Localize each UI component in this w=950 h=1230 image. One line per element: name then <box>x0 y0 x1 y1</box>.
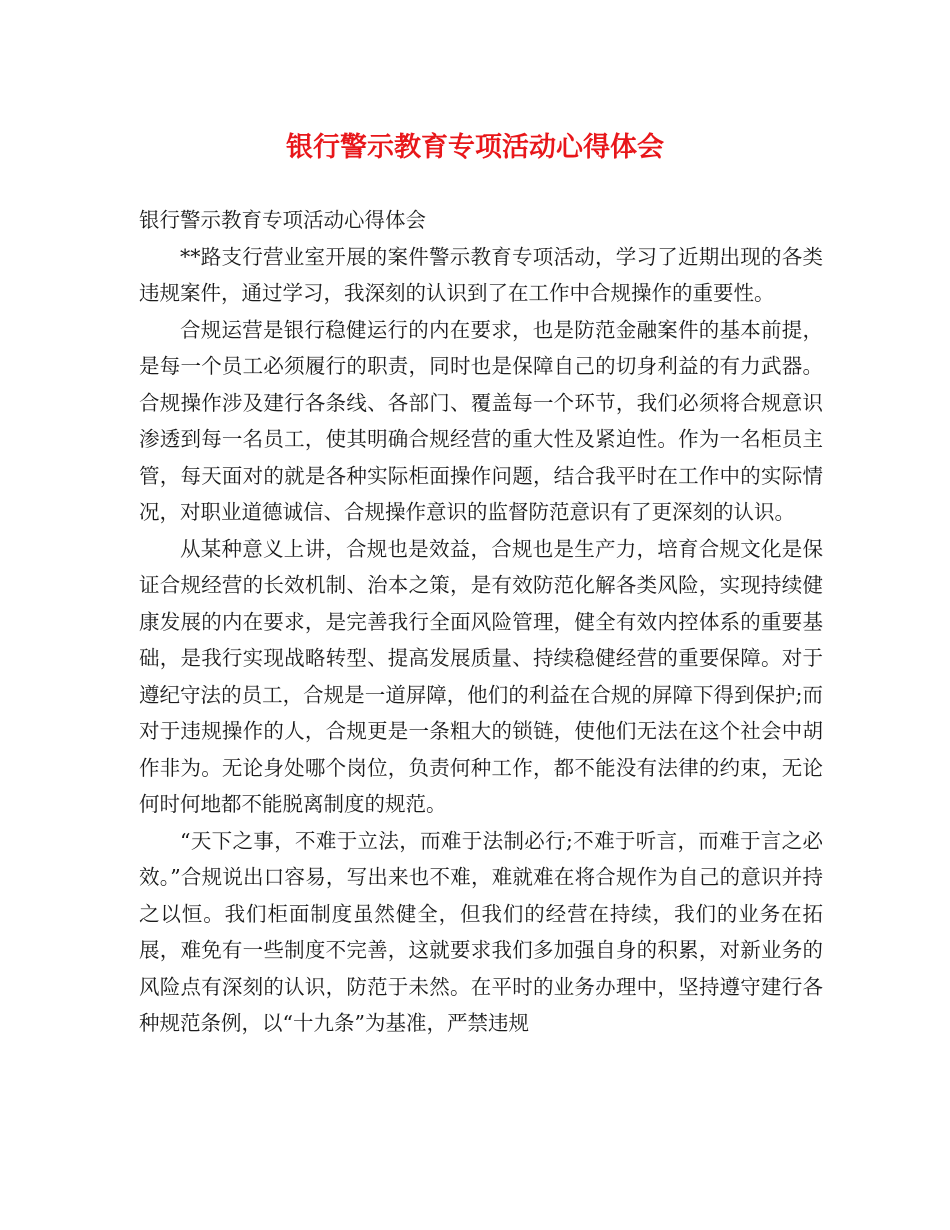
paragraph-compliance-culture: 从某种意义上讲，合规也是效益，合规也是生产力，培育合规文化是保证合规经营的长效机制、治本之策，是有效防范化解各类风险，实现持续健康发展的内在要求，是完善我行全面风险管理，健全有效内控体系的重要基础，是我行实现战略转型、提高发展质量、持续稳健经营的重要保障。对于遵纪守法的员工，合规是一道屏障，他们的利益在合规的屏障下得到保护;而对于违规操作的人，合规更是一条粗大的锁链，使他们无法在这个社会中胡作非为。无论身处哪个岗位，负责何种工作，都不能没有法律的约束，无论何时何地都不能脱离制度的规范。 <box>139 536 823 816</box>
paragraph-compliance-operation: 合规运营是银行稳健运行的内在要求，也是防范金融案件的基本前提，是每一个员工必须履行的职责，同时也是保障自己的切身利益的有力武器。合规操作涉及建行各条线、各部门、覆盖每一个环节，我们必须将合规意识渗透到每一名员工，使其明确合规经营的重大性及紧迫性。作为一名柜员主管，每天面对的就是各种实际柜面操作问题，结合我平时在工作中的实际情况，对职业道德诚信、合规操作意识的监督防范意识有了更深刻的认识。 <box>139 317 823 524</box>
paragraph-intro: **路支行营业室开展的案件警示教育专项活动，学习了近期出现的各类违规案件，通过学习，我深刻的认识到了在工作中合规操作的重要性。 <box>139 244 823 305</box>
document-subtitle: 银行警示教育专项活动心得体会 <box>139 208 426 232</box>
document-title: 银行警示教育专项活动心得体会 <box>286 132 664 163</box>
document-body <box>139 202 823 1042</box>
paragraph-quote: “天下之事，不难于立法，而难于法制必行;不难于听言，而难于言之必效。”合规说出口容易，写出来也不难，难就难在将合规作为自己的意识并持之以恒。我们柜面制度虽然健全，但我们的经营在持续，我们的业务在拓展，难免有一些制度不完善，这就要求我们多加强自身的积累，对新业务的风险点有深刻的认识，防范于未然。在平时的业务办理中，坚持遵守建行各种规范条例，以“十九条”为基准，严禁违规 <box>139 828 823 1035</box>
